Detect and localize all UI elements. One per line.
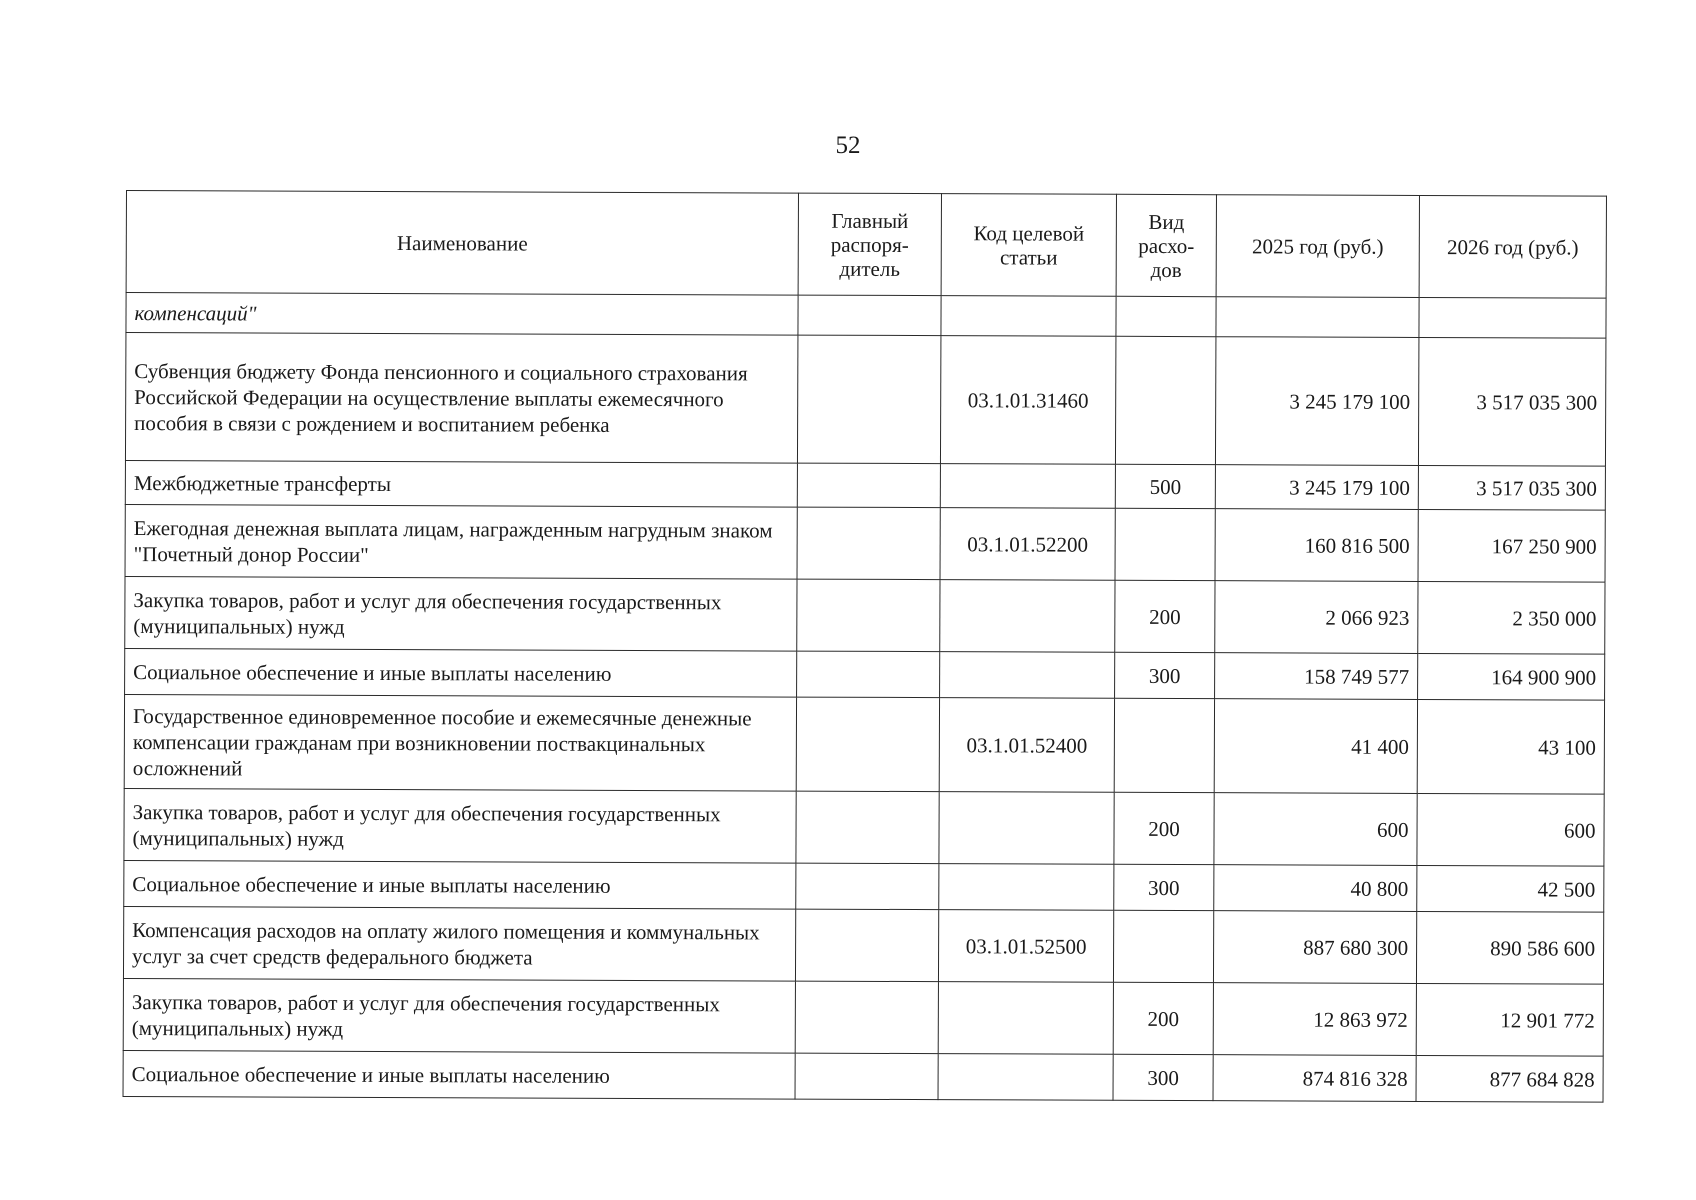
table-row — [125, 460, 1605, 510]
row-type — [1113, 910, 1213, 982]
row-code — [938, 982, 1113, 1055]
row-2026: 890 586 600 — [1416, 911, 1603, 984]
row-manager — [797, 579, 940, 652]
budget-table-wrapper — [123, 190, 1607, 1103]
row-2025: 41 400 — [1214, 699, 1417, 794]
row-code — [941, 296, 1116, 337]
header-name: Наименование — [126, 191, 798, 296]
header-2025: 2025 год (руб.) — [1216, 195, 1419, 298]
row-2026: 877 684 828 — [1416, 1055, 1603, 1102]
row-type: 300 — [1113, 1054, 1213, 1100]
row-name: Закупка товаров, работ и услуг для обеспечения государственных (муниципальных) нужд — [123, 978, 795, 1053]
header-type: Вид расхо-дов — [1116, 194, 1216, 296]
row-type: 200 — [1113, 982, 1213, 1054]
row-type — [1115, 508, 1215, 580]
header-code: Код целевой статьи — [941, 194, 1116, 297]
row-2025: 600 — [1214, 793, 1417, 866]
table-row — [123, 978, 1603, 1056]
budget-table — [123, 190, 1607, 1103]
row-code: 03.1.01.52400 — [939, 698, 1114, 793]
row-code — [940, 652, 1115, 699]
table-row — [124, 694, 1604, 794]
row-manager — [796, 863, 939, 910]
row-2025 — [1216, 297, 1419, 338]
row-2026: 3 517 035 300 — [1418, 465, 1605, 510]
row-2026 — [1419, 297, 1606, 338]
row-code — [938, 1054, 1113, 1101]
row-type — [1115, 336, 1215, 464]
row-code — [940, 580, 1115, 653]
row-manager — [795, 981, 938, 1054]
table-row — [123, 906, 1603, 984]
table-row — [124, 788, 1604, 866]
row-2026: 2 350 000 — [1418, 581, 1605, 654]
row-type: 200 — [1115, 580, 1215, 652]
row-code — [939, 792, 1114, 865]
row-2026: 43 100 — [1417, 699, 1604, 794]
row-code: 03.1.01.52500 — [938, 910, 1113, 983]
table-row — [124, 860, 1604, 912]
row-code — [939, 864, 1114, 911]
row-name: Закупка товаров, работ и услуг для обеспечения государственных (муниципальных) нужд — [125, 576, 797, 651]
header-manager: Главный распоря-дитель — [798, 193, 941, 296]
row-name: Социальное обеспечение и иные выплаты населению — [124, 860, 796, 909]
row-2026: 12 901 772 — [1416, 983, 1603, 1056]
row-manager — [797, 463, 940, 508]
row-2025: 3 245 179 100 — [1215, 337, 1418, 466]
row-2025: 887 680 300 — [1213, 911, 1416, 984]
row-name: Социальное обеспечение и иные выплаты населению — [123, 1050, 795, 1099]
row-2026: 42 500 — [1417, 865, 1604, 912]
row-2025: 12 863 972 — [1213, 983, 1416, 1056]
row-manager — [796, 791, 939, 864]
table-row — [126, 293, 1606, 339]
row-name: Субвенция бюджету Фонда пенсионного и социального страхования Российской Федерации на осуществление выплаты ежемесячного пособия в связи с рождением и воспитанием ребенка — [125, 333, 797, 464]
row-manager — [795, 909, 938, 982]
row-2026: 3 517 035 300 — [1418, 337, 1605, 466]
row-code: 03.1.01.31460 — [940, 336, 1115, 465]
row-2026: 164 900 900 — [1418, 653, 1605, 700]
row-2025: 40 800 — [1214, 865, 1417, 912]
row-code: 03.1.01.52200 — [940, 508, 1115, 581]
row-type: 200 — [1114, 792, 1214, 864]
row-type: 300 — [1115, 652, 1215, 698]
row-manager — [797, 335, 940, 464]
row-manager — [796, 697, 939, 792]
table-header-row — [126, 191, 1606, 299]
table-row — [125, 648, 1605, 700]
row-name: Компенсация расходов на оплату жилого помещения и коммунальных услуг за счет средств федерального бюджета — [123, 906, 795, 981]
page-number: 52 — [835, 132, 861, 159]
row-manager — [797, 507, 940, 580]
header-2026: 2026 год (руб.) — [1419, 195, 1606, 298]
row-2026: 600 — [1417, 793, 1604, 866]
row-name: Ежегодная денежная выплата лицам, награжденным нагрудным знаком "Почетный донор России" — [125, 504, 797, 579]
row-2025: 2 066 923 — [1215, 581, 1418, 654]
row-name: Межбюджетные трансферты — [125, 460, 797, 507]
row-name: Государственное единовременное пособие и ежемесячные денежные компенсации гражданам при возникновении поствакцинальных осложнений — [124, 694, 796, 791]
row-name: Закупка товаров, работ и услуг для обеспечения государственных (муниципальных) нужд — [124, 788, 796, 863]
table-row — [125, 333, 1605, 467]
row-2025: 3 245 179 100 — [1215, 465, 1418, 510]
table-row — [125, 576, 1605, 654]
row-2025: 874 816 328 — [1213, 1055, 1416, 1102]
row-name: компенсаций" — [126, 293, 798, 336]
table-row — [123, 1050, 1603, 1102]
row-type: 300 — [1114, 864, 1214, 910]
row-2026: 167 250 900 — [1418, 509, 1605, 582]
row-2025: 158 749 577 — [1215, 653, 1418, 700]
row-type — [1114, 698, 1214, 792]
row-manager — [797, 651, 940, 698]
row-type: 500 — [1115, 464, 1215, 508]
row-type — [1116, 296, 1216, 336]
row-code — [940, 464, 1115, 509]
row-2025: 160 816 500 — [1215, 509, 1418, 582]
row-manager — [795, 1053, 938, 1100]
row-manager — [798, 295, 941, 336]
row-name: Социальное обеспечение и иные выплаты населению — [125, 648, 797, 697]
table-row — [125, 504, 1605, 582]
